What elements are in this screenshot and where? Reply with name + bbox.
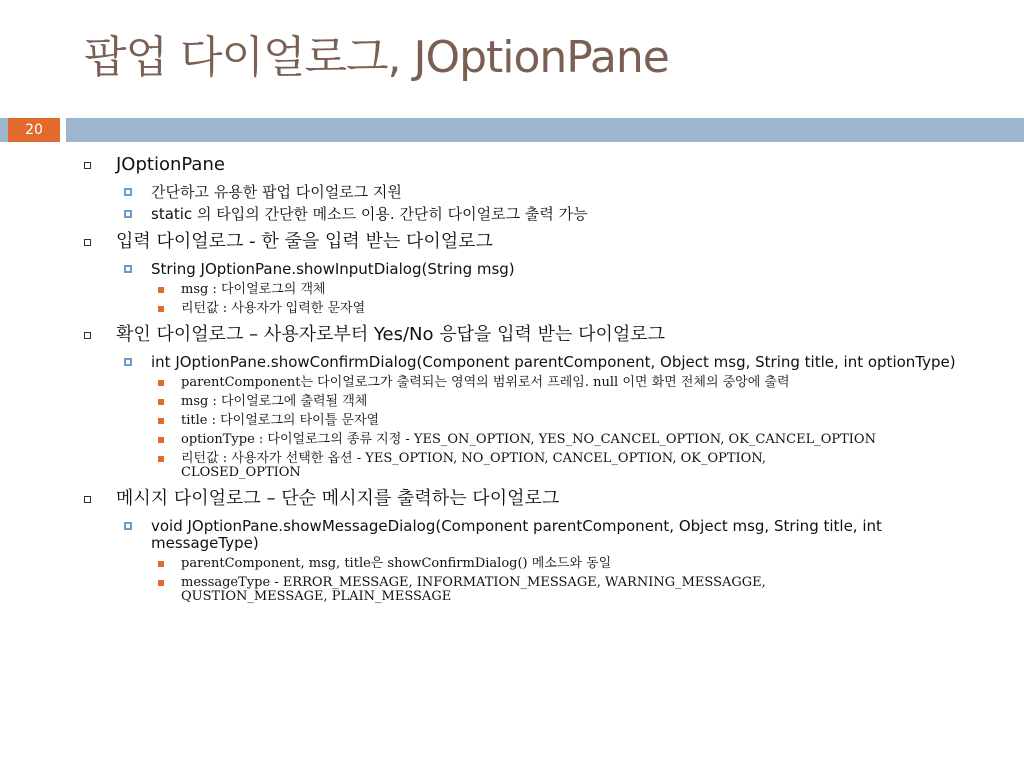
slide-title: 팝업 다이얼로그, JOptionPane (84, 32, 669, 83)
filled-square-bullet-icon (158, 580, 164, 586)
bullet-level3-text: optionType : 다이얼로그의 종류 지정 - YES_ON_OPTION, YES_NO_CANCEL_OPTION, OK_CANCEL_OPTION (181, 432, 876, 447)
bullet-level3-text: 리턴값 : 사용자가 선택한 옵션 - YES_OPTION, NO_OPTION, CANCEL_OPTION, OK_OPTION, CLOSED_OPTION (181, 451, 766, 480)
bullet-level1-text: JOptionPane (116, 154, 225, 175)
filled-square-bullet-icon (158, 561, 164, 567)
header-bar-right-strip (66, 118, 1024, 142)
hollow-square-bullet-icon (124, 522, 132, 530)
hollow-square-bullet-icon (124, 210, 132, 218)
bullet-level3 (0, 395, 1024, 409)
square-bullet-icon (84, 496, 91, 503)
square-bullet-icon (84, 239, 91, 246)
bullet-level3-text: messageType - ERROR_MESSAGE, INFORMATION_MESSAGE, WARNING_MESSAGGE, QUSTION_MESSAGE, PLAIN_MESSAGE (181, 575, 766, 604)
bullet-level3 (0, 283, 1024, 297)
slide-number: 20 (8, 118, 60, 142)
filled-square-bullet-icon (158, 456, 164, 462)
slide-content (0, 150, 1024, 609)
filled-square-bullet-icon (158, 306, 164, 312)
header-bar-left-strip (0, 118, 8, 142)
bullet-level1 (0, 228, 1024, 256)
bullet-level3-text: parentComponent는 다이얼로그가 출력되는 영역의 범위로서 프레임. null 이면 화면 전체의 중앙에 출력 (181, 375, 790, 390)
filled-square-bullet-icon (158, 418, 164, 424)
bullet-level3 (0, 414, 1024, 428)
hollow-square-bullet-icon (124, 265, 132, 273)
bullet-level1-text: 입력 다이얼로그 - 한 줄을 입력 받는 다이얼로그 (116, 231, 493, 252)
filled-square-bullet-icon (158, 399, 164, 405)
bullet-level1 (0, 151, 1024, 179)
bullet-level3 (0, 557, 1024, 571)
bullet-level3 (0, 433, 1024, 447)
bullet-level2 (0, 206, 1024, 223)
bullet-level2-text: void JOptionPane.showMessageDialog(Component parentComponent, Object msg, String title, int messageType) (151, 517, 882, 552)
bullet-level1-text: 확인 다이얼로그 – 사용자로부터 Yes/No 응답을 입력 받는 다이얼로그 (116, 324, 666, 345)
bullet-level3 (0, 376, 1024, 390)
hollow-square-bullet-icon (124, 358, 132, 366)
bullet-level2-text: static 의 타입의 간단한 메소드 이용. 간단히 다이얼로그 출력 가능 (151, 205, 588, 223)
filled-square-bullet-icon (158, 437, 164, 443)
bullet-level1-text: 메시지 다이얼로그 – 단순 메시지를 출력하는 다이얼로그 (116, 488, 560, 509)
filled-square-bullet-icon (158, 287, 164, 293)
bullet-level3-text: parentComponent, msg, title은 showConfirmDialog() 메소드와 동일 (181, 556, 612, 571)
bullet-level1 (0, 485, 1024, 513)
bullet-level2 (0, 184, 1024, 201)
square-bullet-icon (84, 162, 91, 169)
filled-square-bullet-icon (158, 380, 164, 386)
bullet-level2 (0, 354, 1024, 371)
bullet-level3 (0, 576, 1024, 604)
bullet-level2-text: int JOptionPane.showConfirmDialog(Component parentComponent, Object msg, String title, int optionType) (151, 353, 956, 371)
bullet-level2 (0, 518, 1024, 552)
bullet-level3-text: msg : 다이얼로그의 객체 (181, 282, 326, 297)
bullet-level3-text: title : 다이얼로그의 타이틀 문자열 (181, 413, 380, 428)
square-bullet-icon (84, 332, 91, 339)
hollow-square-bullet-icon (124, 188, 132, 196)
bullet-level3-text: 리턴값 : 사용자가 입력한 문자열 (181, 301, 366, 316)
bullet-level3-text: msg : 다이얼로그에 출력될 객체 (181, 394, 368, 409)
bullet-level1 (0, 321, 1024, 349)
header-bar (0, 118, 1024, 142)
bullet-level3 (0, 302, 1024, 316)
bullet-level2-text: 간단하고 유용한 팝업 다이얼로그 지원 (151, 183, 402, 201)
bullet-level3 (0, 452, 1024, 480)
bullet-level2 (0, 261, 1024, 278)
bullet-level2-text: String JOptionPane.showInputDialog(String msg) (151, 260, 515, 278)
